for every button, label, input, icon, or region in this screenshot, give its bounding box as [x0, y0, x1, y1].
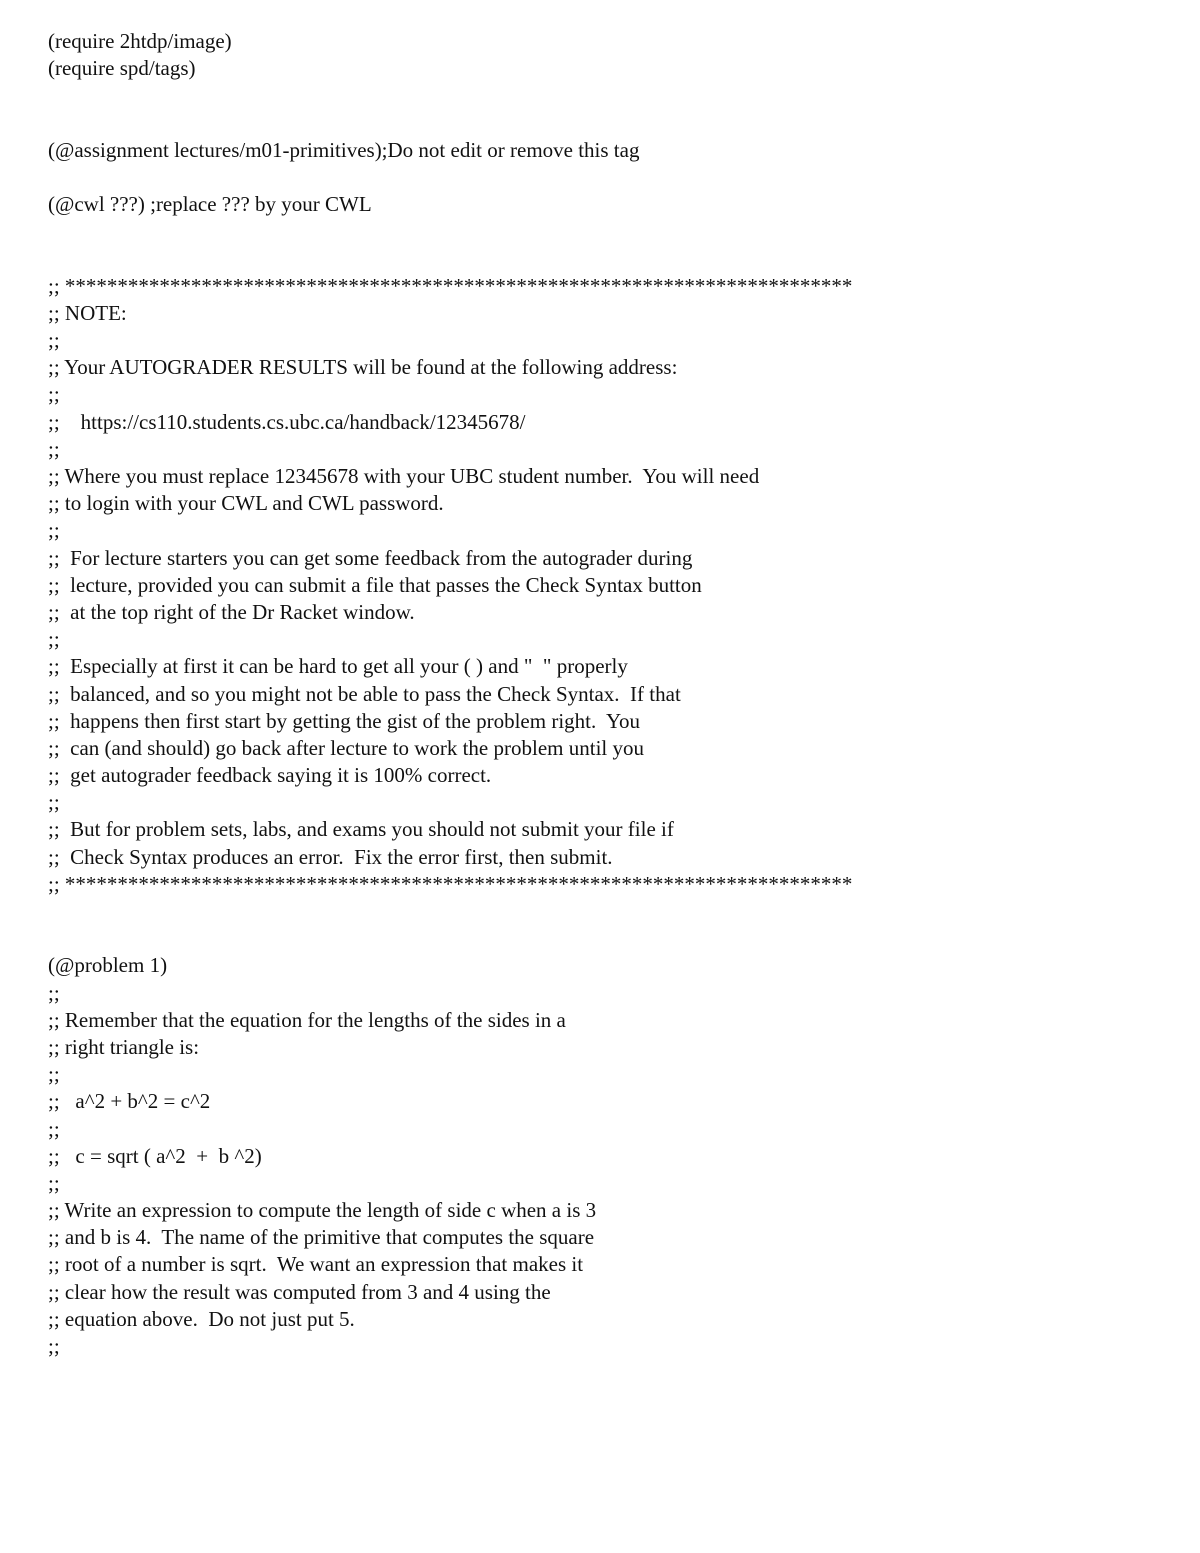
comment-line: ;;	[48, 1116, 60, 1141]
comment-line: ;; root of a number is sqrt. We want an expression that makes it	[48, 1252, 584, 1277]
comment-line: ;;	[48, 1062, 60, 1087]
comment-line: ;; balanced, and so you might not be able to pass the Check Syntax. If that	[48, 681, 681, 706]
comment-line: ;;	[48, 1170, 60, 1195]
comment-line: ;;	[48, 1334, 60, 1358]
comment-line: ;; Write an expression to compute the length of side c when a is 3	[48, 1198, 597, 1223]
blank-line	[48, 898, 1168, 925]
blank-line	[48, 925, 1168, 952]
cwl-tag-line: (@cwl ???) ;replace ??? by your CWL	[48, 192, 372, 217]
comment-line: ;; lecture, provided you can submit a file that passes the Check Syntax button	[48, 572, 702, 597]
comment-line: ;;	[48, 436, 60, 461]
document-page	[48, 28, 1168, 1360]
comment-line: ;; happens then first start by getting the gist of the problem right. You	[48, 708, 641, 733]
problem-tag-line: (@problem 1)	[48, 953, 168, 978]
equation-line: ;; c = sqrt ( a^2 + b ^2)	[48, 1143, 262, 1168]
comment-line: ;; at the top right of the Dr Racket window.	[48, 599, 415, 624]
comment-line: ;; But for problem sets, labs, and exams you should not submit your file if	[48, 817, 674, 842]
blank-line	[48, 110, 1168, 137]
comment-line: ;;	[48, 518, 60, 543]
handback-url-line: ;; https://cs110.students.cs.ubc.ca/handback/12345678/	[48, 409, 526, 434]
comment-line: ;; right triangle is:	[48, 1034, 200, 1059]
blank-line	[48, 218, 1168, 245]
note-heading: ;; NOTE:	[48, 300, 127, 325]
comment-line: ;;	[48, 328, 60, 353]
comment-line: ;; and b is 4. The name of the primitive that computes the square	[48, 1225, 595, 1250]
comment-line: ;;	[48, 980, 60, 1005]
comment-line: ;; equation above. Do not just put 5.	[48, 1306, 355, 1331]
blank-line	[48, 164, 1168, 191]
comment-line: ;; Especially at first it can be hard to get all your ( ) and " " properly	[48, 654, 628, 679]
assignment-tag-line: (@assignment lectures/m01-primitives);Do not edit or remove this tag	[48, 137, 640, 162]
comment-line: ;;	[48, 627, 60, 652]
comment-line: ;; get autograder feedback saying it is 100% correct.	[48, 763, 492, 788]
comment-line: ;;	[48, 382, 60, 407]
comment-line: ;;	[48, 790, 60, 815]
separator-line: ;; ***************************************************************************	[48, 273, 853, 298]
comment-line: ;; Remember that the equation for the lengths of the sides in a	[48, 1007, 566, 1032]
separator-line: ;; ***************************************************************************	[48, 871, 853, 896]
blank-line	[48, 82, 1168, 109]
code-line: (require spd/tags)	[48, 56, 196, 81]
equation-line: ;; a^2 + b^2 = c^2	[48, 1089, 211, 1114]
comment-line: ;; clear how the result was computed from 3 and 4 using the	[48, 1279, 551, 1304]
comment-line: ;; can (and should) go back after lecture to work the problem until you	[48, 735, 644, 760]
comment-line: ;; Your AUTOGRADER RESULTS will be found at the following address:	[48, 355, 678, 380]
comment-line: ;; Where you must replace 12345678 with your UBC student number. You will need	[48, 464, 760, 488]
comment-line: ;; Check Syntax produces an error. Fix the error first, then submit.	[48, 844, 613, 869]
code-line: (require 2htdp/image)	[48, 29, 232, 53]
comment-line: ;; For lecture starters you can get some feedback from the autograder during	[48, 545, 693, 570]
comment-line: ;; to login with your CWL and CWL password.	[48, 491, 444, 516]
blank-line	[48, 246, 1168, 273]
